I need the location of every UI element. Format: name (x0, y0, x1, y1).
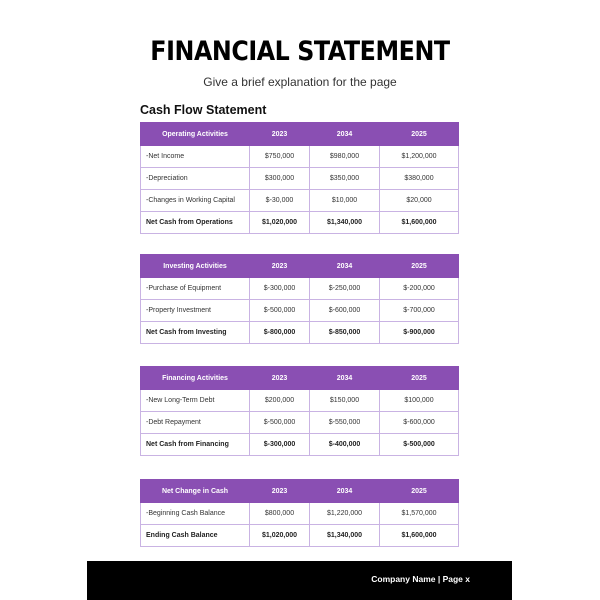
column-header: Net Change in Cash (141, 480, 250, 503)
table-row (141, 300, 459, 322)
cell-value: $-500,000 (250, 412, 310, 434)
column-header: 2023 (250, 255, 310, 278)
cell-value: $-550,000 (310, 412, 380, 434)
cell-value: $-500,000 (380, 434, 459, 456)
cell-value: $-600,000 (380, 412, 459, 434)
cell-value: $1,340,000 (310, 525, 380, 547)
table-row (141, 412, 459, 434)
column-header: Investing Activities (141, 255, 250, 278)
row-label: -Beginning Cash Balance (141, 503, 250, 525)
cell-value: $750,000 (250, 146, 310, 168)
cell-value: $1,200,000 (380, 146, 459, 168)
total-row (141, 434, 459, 456)
column-header: 2025 (380, 367, 459, 390)
table-header-row (141, 480, 459, 503)
cash-flow-table (140, 479, 459, 547)
table-row (141, 146, 459, 168)
table-row (141, 390, 459, 412)
row-label: -Depreciation (141, 168, 250, 190)
cell-value: $1,600,000 (380, 212, 459, 234)
cell-value: $-800,000 (250, 322, 310, 344)
column-header: 2034 (310, 123, 380, 146)
cell-value: $350,000 (310, 168, 380, 190)
column-header: 2034 (310, 367, 380, 390)
column-header: 2023 (250, 123, 310, 146)
column-header: Financing Activities (141, 367, 250, 390)
table-header-row (141, 367, 459, 390)
cell-value: $-300,000 (250, 434, 310, 456)
cell-value: $-300,000 (250, 278, 310, 300)
row-label: -Net Income (141, 146, 250, 168)
column-header: 2025 (380, 123, 459, 146)
row-label: -Debt Repayment (141, 412, 250, 434)
table-header-row (141, 255, 459, 278)
cell-value: $10,000 (310, 190, 380, 212)
footer (87, 561, 512, 600)
cell-value: $20,000 (380, 190, 459, 212)
cell-value: $150,000 (310, 390, 380, 412)
cell-value: $1,570,000 (380, 503, 459, 525)
cell-value: $1,220,000 (310, 503, 380, 525)
cell-value: $980,000 (310, 146, 380, 168)
total-row (141, 322, 459, 344)
total-row (141, 525, 459, 547)
cell-value: $800,000 (250, 503, 310, 525)
cell-value: $100,000 (380, 390, 459, 412)
total-row (141, 212, 459, 234)
column-header: 2025 (380, 480, 459, 503)
page-subtitle: Give a brief explanation for the page (203, 75, 397, 89)
row-label: Net Cash from Financing (141, 434, 250, 456)
row-label: Ending Cash Balance (141, 525, 250, 547)
cell-value: $1,600,000 (380, 525, 459, 547)
row-label: Net Cash from Operations (141, 212, 250, 234)
cell-value: $-400,000 (310, 434, 380, 456)
cell-value: $-850,000 (310, 322, 380, 344)
cell-value: $-200,000 (380, 278, 459, 300)
cell-value: $1,020,000 (250, 525, 310, 547)
cell-value: $300,000 (250, 168, 310, 190)
column-header: Operating Activities (141, 123, 250, 146)
row-label: -Changes in Working Capital (141, 190, 250, 212)
row-label: -Purchase of Equipment (141, 278, 250, 300)
table-header-row (141, 123, 459, 146)
cell-value: $1,340,000 (310, 212, 380, 234)
row-label: -Property Investment (141, 300, 250, 322)
column-header: 2034 (310, 480, 380, 503)
cell-value: $-900,000 (380, 322, 459, 344)
row-label: -New Long-Term Debt (141, 390, 250, 412)
cash-flow-table (140, 366, 459, 456)
cash-flow-table (140, 254, 459, 344)
column-header: 2023 (250, 367, 310, 390)
cell-value: $-250,000 (310, 278, 380, 300)
column-header: 2025 (380, 255, 459, 278)
row-label: Net Cash from Investing (141, 322, 250, 344)
table-row (141, 503, 459, 525)
cell-value: $-700,000 (380, 300, 459, 322)
cell-value: $380,000 (380, 168, 459, 190)
cash-flow-table (140, 122, 459, 234)
cell-value: $-600,000 (310, 300, 380, 322)
section-title: Cash Flow Statement (140, 103, 267, 117)
table-row (141, 190, 459, 212)
cell-value: $-500,000 (250, 300, 310, 322)
column-header: 2023 (250, 480, 310, 503)
table-row (141, 168, 459, 190)
table-row (141, 278, 459, 300)
cell-value: $-30,000 (250, 190, 310, 212)
column-header: 2034 (310, 255, 380, 278)
cell-value: $200,000 (250, 390, 310, 412)
cell-value: $1,020,000 (250, 212, 310, 234)
page-title: FINANCIAL STATEMENT (150, 36, 450, 67)
footer-text: Company Name | Page x (371, 574, 470, 584)
